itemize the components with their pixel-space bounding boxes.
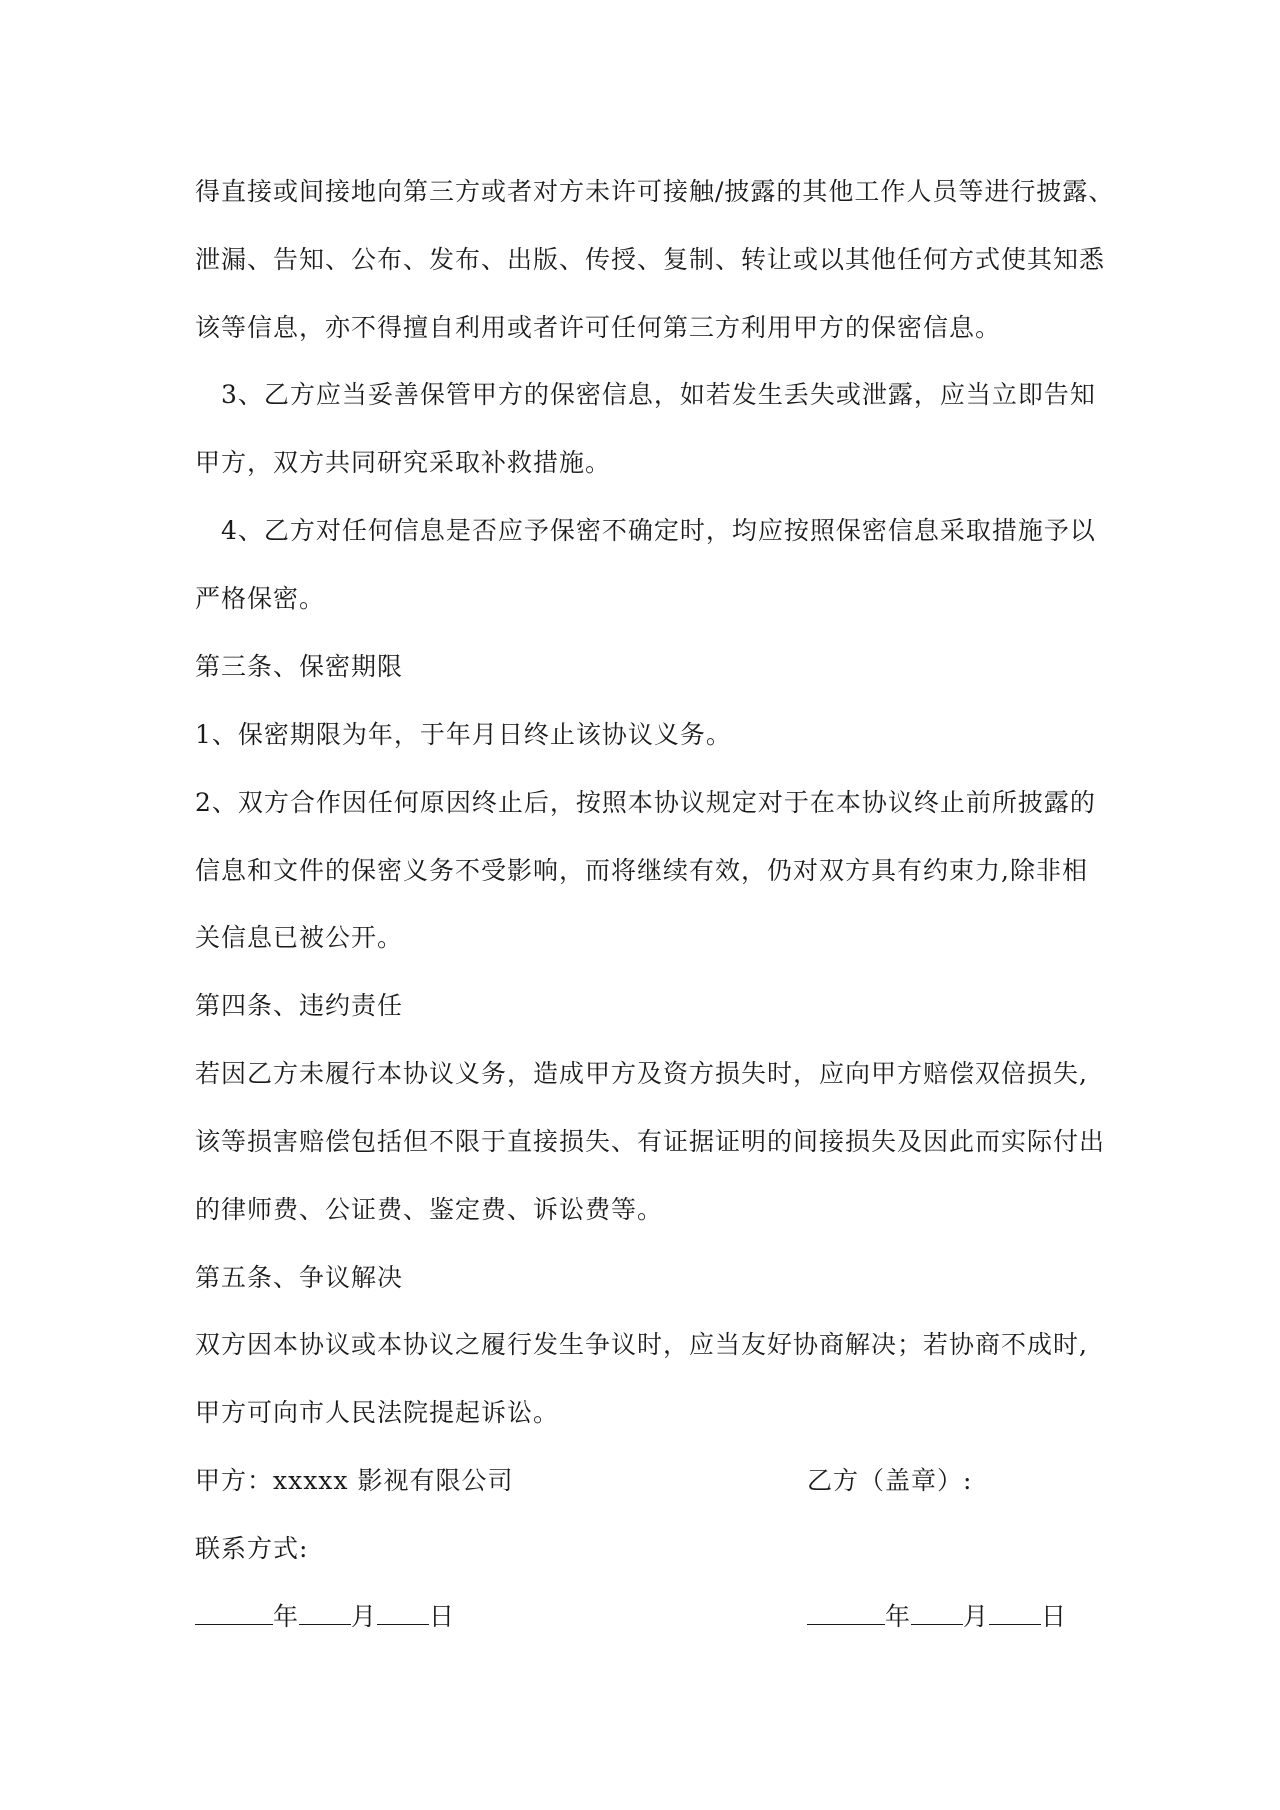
year-label: 年 [885, 1602, 912, 1631]
party-b-date [807, 1600, 1067, 1634]
paragraph-line: 关信息已被公开。 [195, 923, 404, 952]
paragraph-line: 的律师费、公证费、鉴定费、诉讼费等。 [195, 1195, 664, 1224]
section-heading-5: 第五条、争议解决 [195, 1263, 404, 1292]
paragraph-line: 若因乙方未履行本协议义务，造成甲方及资方损失时，应向甲方赔偿双倍损失, [195, 1059, 1088, 1088]
paragraph-line: 得直接或间接地向第三方或者对方未许可接触/披露的其他工作人员等进行披露、 [195, 177, 1115, 206]
paragraph-line: 甲方，双方共同研究采取补救措施。 [195, 448, 612, 477]
section-heading-4: 第四条、违约责任 [195, 991, 404, 1020]
paragraph-line: 甲方可向市人民法院提起诉讼。 [195, 1398, 560, 1427]
month-blank [299, 1600, 351, 1625]
clause-3-line: 3、乙方应当妥善保管甲方的保密信息，如若发生丢失或泄露，应当立即告知 [221, 380, 1096, 409]
party-b-label: 乙方（盖章）: [807, 1466, 973, 1495]
month-label: 月 [963, 1602, 990, 1631]
paragraph-line: 双方因本协议或本协议之履行发生争议时，应当友好协商解决；若协商不成时, [195, 1330, 1088, 1359]
month-label: 月 [351, 1602, 378, 1631]
clause-4-line: 4、乙方对任何信息是否应予保密不确定时，均应按照保密信息采取措施予以 [221, 516, 1096, 545]
year-blank [807, 1600, 885, 1625]
paragraph-line: 该等损害赔偿包括但不限于直接损失、有证据证明的间接损失及因此而实际付出 [195, 1127, 1106, 1156]
paragraph-line: 信息和文件的保密义务不受影响，而将继续有效，仍对双方具有约束力,除非相 [195, 856, 1088, 885]
party-a-date [195, 1600, 455, 1634]
contact-label: 联系方式: [195, 1534, 309, 1563]
year-label: 年 [273, 1602, 300, 1631]
paragraph-line: 泄漏、告知、公布、发布、出版、传授、复制、转让或以其他任何方式使其知悉 [195, 245, 1106, 274]
month-blank [911, 1600, 963, 1625]
paragraph-line: 2、双方合作因任何原因终止后，按照本协议规定对于在本协议终止前所披露的 [195, 788, 1096, 817]
party-a-label: 甲方：xxxxx 影视有限公司 [195, 1466, 514, 1495]
day-label: 日 [429, 1602, 456, 1631]
day-blank [989, 1600, 1041, 1625]
paragraph-line: 该等信息，亦不得擅自利用或者许可任何第三方利用甲方的保密信息。 [195, 313, 1002, 342]
year-blank [195, 1600, 273, 1625]
paragraph-line: 严格保密。 [195, 584, 326, 613]
paragraph-line: 1、保密期限为年，于年月日终止该协议义务。 [195, 720, 732, 749]
section-heading-3: 第三条、保密期限 [195, 652, 404, 681]
day-label: 日 [1041, 1602, 1068, 1631]
day-blank [377, 1600, 429, 1625]
